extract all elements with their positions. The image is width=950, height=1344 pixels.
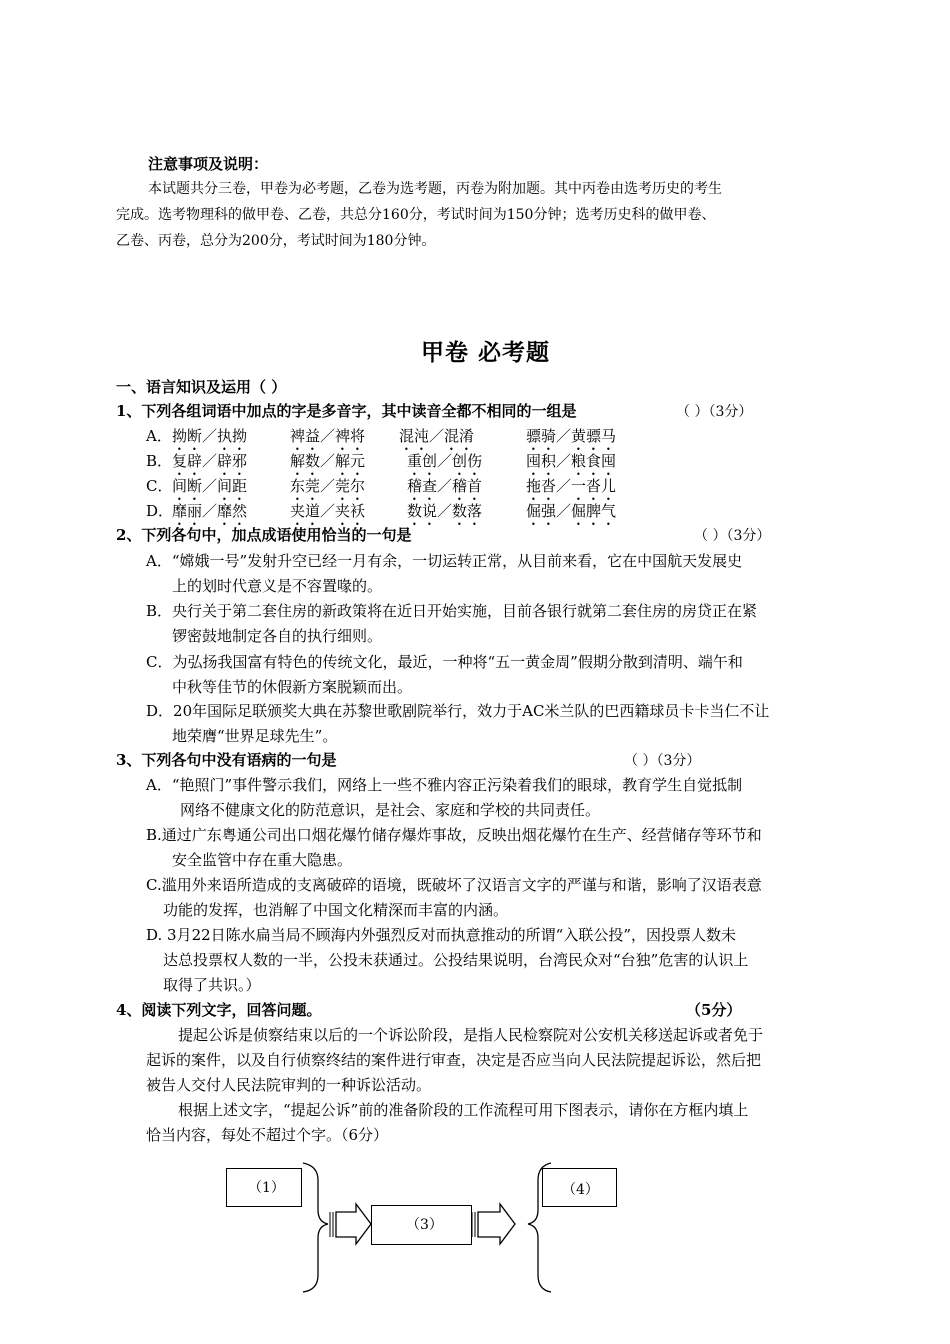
q3-option-d-line1: D. 3月22日陈水扁当局不顾海内外强烈反对而执意推动的所谓“入联公投”，因投票人数未 — [146, 926, 736, 944]
q2-option-b-line1: B．央行关于第二套住房的新政策将在近日开始实施，目前各银行就第二套住房的房贷正在紧 — [146, 602, 758, 620]
q2-option-d-line2: 地荣膺“世界足球先生”。 — [172, 727, 338, 745]
q1-option-label: D． — [146, 502, 174, 520]
q3-mark: （ ）（3分） — [624, 753, 701, 769]
q4-paragraph-2-line2: 恰当内容，每处不超过个字。（6分） — [146, 1126, 389, 1144]
section-heading: 一、语言知识及运用（ ） — [116, 378, 287, 396]
right-brace-icon — [528, 1163, 551, 1292]
q4-paragraph-1-line1: 提起公诉是侦察结束以后的一个诉讼阶段，是指人民检察院对公安机关移送起诉或者免于 — [178, 1026, 764, 1044]
q2-option-c-line1: C．为弘扬我国富有特色的传统文化，最近，一种将“五一黄金周”假期分散到清明、端午和 — [146, 653, 743, 671]
right-arrow-icon — [330, 1204, 371, 1244]
q1-option-item: 夹道／夹袄 — [290, 502, 366, 520]
q1-option-item: 拖沓／一沓儿 — [526, 477, 617, 495]
q1-mark: （ ）（3分） — [676, 404, 753, 420]
q1-option-label: B． — [146, 452, 173, 470]
q3-option-a-line1: A．“艳照门”事件警示我们，网络上一些不雅内容正污染着我们的眼球，教育学生自觉抵制 — [146, 776, 743, 794]
right-arrow-icon — [472, 1204, 515, 1244]
q1-option-item: 东莞／莞尔 — [290, 477, 366, 495]
answer-box-4-label: （4） — [562, 1182, 599, 1198]
q1-option-label: A． — [146, 427, 172, 445]
q1-option-item: 数说／数落 — [407, 502, 483, 520]
q2-stem: 2、下列各句中，加点成语使用恰当的一句是 — [116, 526, 412, 544]
q4-stem: 4、阅读下列文字，回答问题。 — [116, 1001, 322, 1019]
q1-option-item: 重创／创伤 — [407, 452, 483, 470]
notice-heading: 注意事项及说明： — [148, 155, 269, 173]
notice-line-2: 完成。选考物理科的做甲卷、乙卷，共总分160分，考试时间为150分钟；选考历史科的做甲卷、 — [116, 207, 716, 223]
answer-box-1-label: （1） — [248, 1180, 285, 1196]
q1-option-item: 稽查／稽首 — [407, 477, 483, 495]
q4-paragraph-1-line3: 被告人交付人民法院审判的一种诉讼活动。 — [146, 1076, 432, 1094]
q1-stem: 1、下列各组词语中加点的字是多音字，其中读音全都不相同的一组是 — [116, 402, 577, 420]
q1-option-item: 拗断／执拗 — [172, 427, 248, 445]
q2-option-a-line1: A．“嫦娥一号”发射升空已经一月有余，一切运转正常，从目前来看，它在中国航天发展史 — [146, 552, 743, 570]
q2-option-c-line2: 中秋等佳节的休假新方案脱颖而出。 — [172, 678, 413, 696]
q4-paragraph-2-line1: 根据上述文字，“提起公诉”前的准备阶段的工作流程可用下图表示，请你在方框内填上 — [178, 1101, 749, 1119]
q4-mark: （5分） — [686, 1001, 742, 1019]
q1-option-item: 裨益／裨将 — [290, 427, 366, 445]
q1-option-item: 倔强／倔脾气 — [526, 502, 617, 520]
notice-line-1: 本试题共分三卷，甲卷为必考题，乙卷为选考题，丙卷为附加题。其中丙卷由选考历史的考生 — [148, 181, 722, 197]
q1-option-item: 复辟／辟邪 — [172, 452, 248, 470]
q2-option-d-line1: D．20年国际足联颁奖大典在苏黎世歌剧院举行，效力于AC米兰队的巴西籍球员卡卡当仁不让 — [146, 702, 770, 720]
notice-line-3: 乙卷、丙卷，总分为200分，考试时间为180分钟。 — [116, 233, 436, 249]
q1-option-label: C． — [146, 477, 173, 495]
q3-option-b-line1: B.通过广东粤通公司出口烟花爆竹储存爆炸事故，反映出烟花爆竹在生产、经营储存等环节和 — [146, 826, 762, 844]
left-brace-icon — [303, 1163, 328, 1292]
q2-option-b-line2: 锣密鼓地制定各自的执行细则。 — [172, 627, 383, 645]
q2-mark: （ ）（3分） — [694, 528, 771, 544]
q3-option-b-line2: 安全监管中存在重大隐患。 — [172, 851, 353, 869]
paper-title: 甲卷 必考题 — [421, 339, 551, 366]
q3-option-d-line3: 取得了共识。） — [163, 976, 261, 994]
q3-option-c-line2: 功能的发挥，也消解了中国文化精深而丰富的内涵。 — [163, 901, 509, 919]
q1-option-item: 靡丽／靡然 — [172, 502, 248, 520]
q1-option-item: 间断／间距 — [172, 477, 248, 495]
q3-option-a-line2: 网络不健康文化的防范意识，是社会、家庭和学校的共同责任。 — [180, 801, 601, 819]
q3-stem: 3、下列各句中没有语病的一句是 — [116, 751, 337, 769]
q1-option-item: 骠骑／黄骠马 — [526, 427, 617, 445]
q1-option-item: 混沌／混淆 — [399, 427, 475, 445]
q2-option-a-line2: 上的划时代意义是不容置喙的。 — [172, 577, 383, 595]
q3-option-d-line2: 达总投票权人数的一半，公投未获通过。公投结果说明，台湾民众对“台独”危害的认识上 — [163, 951, 749, 969]
q3-option-c-line1: C.滥用外来语所造成的支离破碎的语境，既破坏了汉语言文字的严谨与和谐，影响了汉语表意 — [146, 876, 762, 894]
answer-box-3-label: （3） — [406, 1217, 443, 1233]
q1-option-item: 囤积／粮食囤 — [526, 452, 617, 470]
q4-paragraph-1-line2: 起诉的案件，以及自行侦察终结的案件进行审查，决定是否应当向人民法院提起诉讼，然后把 — [146, 1051, 762, 1069]
q1-option-item: 解数／解元 — [290, 452, 366, 470]
